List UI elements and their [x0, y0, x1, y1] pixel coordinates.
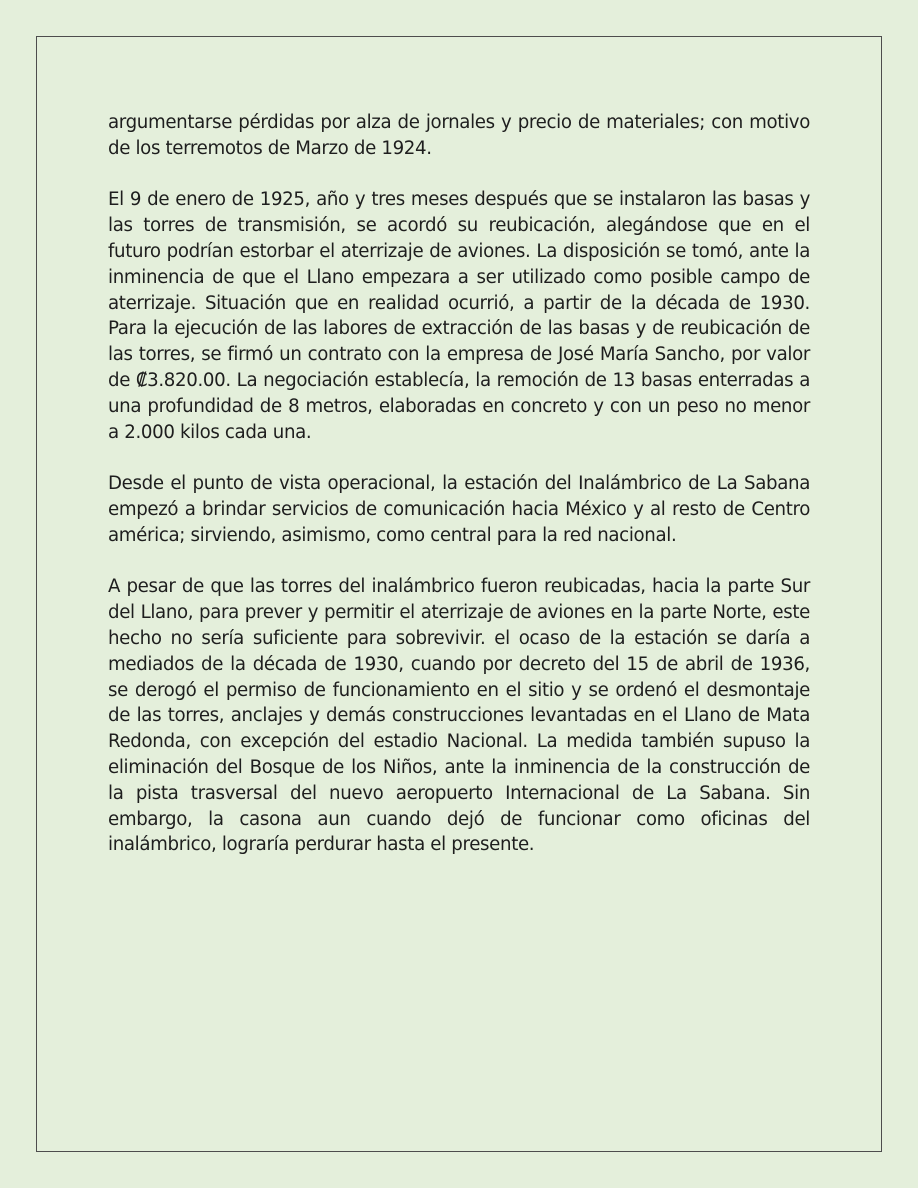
paragraph-1: argumentarse pérdidas por alza de jornales y precio de materiales; con motivo de los terremotos de Marzo de 1924. [108, 112, 810, 159]
document-body [108, 110, 810, 858]
paragraph-4: A pesar de que las torres del inalámbrico fueron reubicadas, hacia la parte Sur del Llano, para prever y permitir el aterrizaje de aviones en la parte Norte, este hecho no sería suficiente para sobrevivir. el ocaso de la estación se daría a mediados de la década de 1930, cuando por decreto del 15 de abril de 1936, se derogó el permiso de funcionamiento en el sitio y se ordenó el desmontaje de las torres, anclajes y demás construcciones levantadas en el Llano de Mata Redonda, con excepción del estadio Nacional. La medida también supuso la eliminación del Bosque de los Niños, ante la inminencia de la construcción de la pista trasversal del nuevo aeropuerto Internacional de La Sabana. Sin embargo, la casona aun cuando dejó de funcionar como oficinas del inalámbrico, lograría perdurar hasta el presente. [108, 576, 810, 856]
paragraph-3: Desde el punto de vista operacional, la estación del Inalámbrico de La Sabana empezó a brindar servicios de comunicación hacia México y al resto de Centro américa; sirviendo, asimismo, como central para la red nacional. [108, 473, 810, 546]
paragraph-2: El 9 de enero de 1925, año y tres meses después que se instalaron las basas y las torres de transmisión, se acordó su reubicación, alegándose que en el futuro podrían estorbar el aterrizaje de aviones. La disposición se tomó, ante la inminencia de que el Llano empezara a ser utilizado como posible campo de aterrizaje. Situación que en realidad ocurrió, a partir de la década de 1930. Para la ejecución de las labores de extracción de las basas y de reubicación de las torres, se firmó un contrato con la empresa de José María Sancho, por valor de ₡3.820.00. La negociación establecía, la remoción de 13 basas enterradas a una profundidad de 8 metros, elaboradas en concreto y con un peso no menor a 2.000 kilos cada una. [108, 189, 810, 443]
